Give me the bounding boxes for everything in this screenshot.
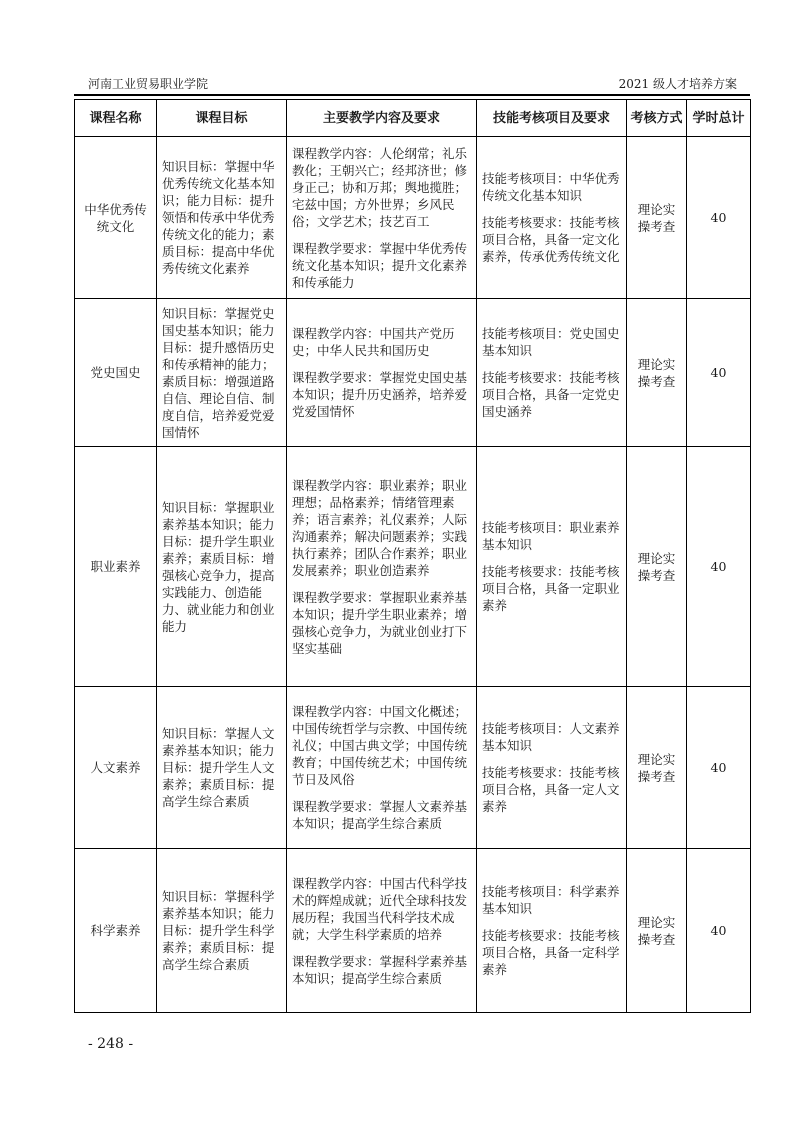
skill-item-text: 技能考核项目：党史国史基本知识 [482,326,620,358]
course-objective [157,137,287,299]
col-header-skill: 技能考核项目及要求 [477,100,627,137]
course-skill [477,299,627,447]
paragraph-gap [482,553,621,563]
table-row [75,137,751,299]
course-name-text: 职业素养 [90,559,141,574]
course-content [287,849,477,1013]
assessment-method [627,137,687,299]
skill-item-text: 技能考核项目：人文素养基本知识 [482,721,620,753]
paragraph-gap [292,579,471,589]
col-header-objective: 课程目标 [157,100,287,137]
table-row [75,447,751,687]
assessment-method-text: 理论实操考查 [637,914,676,947]
course-objective-text: 知识目标：掌握中华优秀传统文化基本知识；能力目标：提升领悟和传承中华优秀传统文化的能力；素质目标：提高中华优秀传统文化素养 [162,159,275,276]
total-hours: 40 [687,299,751,447]
skill-requirement-text: 技能考核要求：技能考核项目合格，具备一定人文素养 [482,765,620,814]
course-name-text: 党史国史 [90,365,141,380]
total-hours: 40 [687,849,751,1013]
requirement-text: 课程教学要求：掌握职业素养基本知识；提升学生职业素养；增强核心竞争力，为就业创业打下坚实基础 [292,589,468,656]
col-header-method: 考核方式 [627,100,687,137]
paragraph-gap [292,788,471,798]
course-objective-text: 知识目标：掌握人文素养基本知识；能力目标：提升学生人文素养；素质目标：提高学生综合素质 [162,726,275,809]
paragraph-gap [292,230,471,240]
requirement-text: 课程教学要求：掌握科学素养基本知识；提高学生综合素质 [292,953,468,986]
course-name-text: 人文素养 [90,760,141,775]
table-header-row [75,100,751,137]
total-hours: 40 [687,687,751,849]
requirement-text: 课程教学要求：掌握党史国史基本知识；提升历史涵养，培养爱党爱国情怀 [292,370,468,419]
col-header-content: 主要教学内容及要求 [287,100,477,137]
course-content [287,299,477,447]
course-objective [157,447,287,687]
header-school-name: 河南工业贸易职业学院 [88,77,209,91]
content-text: 课程教学内容：职业素养；职业理想；品格素养；情绪管理素养；语言素养；礼仪素养；人际沟通素养；解决问题素养；实践执行素养；团队合作素养；职业发展素养；职业创造素养 [292,477,468,578]
course-objective-text: 知识目标：掌握职业素养基本知识；能力目标：提升学生职业素养；素质目标：增强核心竞争力，提高实践能力、创造能力、就业能力和创业能力 [162,499,275,634]
requirement-text: 课程教学要求：掌握人文素养基本知识；提高学生综合素质 [292,799,468,831]
course-name [75,137,157,299]
course-content [287,447,477,687]
col-header-course-name: 课程名称 [75,100,157,137]
table-row [75,849,751,1013]
course-name-text: 科学素养 [90,923,141,938]
assessment-method-text: 理论实操考查 [637,751,676,784]
assessment-method [627,299,687,447]
table-row [75,687,751,849]
paragraph-gap [292,943,471,953]
course-content [287,687,477,849]
skill-item-text: 技能考核项目：科学素养基本知识 [482,884,620,916]
content-text: 课程教学内容：人伦纲常；礼乐教化；王朝兴亡；经邦济世；修身正己；协和万邦；舆地揽胜；宅兹中国；方外世界；乡风民俗；文学艺术；技艺百工 [292,145,468,229]
course-objective [157,687,287,849]
requirement-text: 课程教学要求：掌握中华优秀传统文化基本知识；提升文化素养和传承能力 [292,240,468,290]
skill-requirement-text: 技能考核要求：技能考核项目合格，具备一定党史国史涵养 [482,370,620,419]
course-skill [477,849,627,1013]
course-objective-text: 知识目标：掌握党史国史基本知识；能力目标：提升感悟历史和传承精神的能力；素质目标：增强道路自信、理论自信、制度自信，培养爱党爱国情怀 [162,305,275,440]
assessment-method-text: 理论实操考查 [637,550,676,583]
assessment-method [627,849,687,1013]
assessment-method [627,687,687,849]
skill-item-text: 技能考核项目：职业素养基本知识 [482,520,620,552]
course-table [74,99,751,1013]
header-rule [74,94,750,96]
paragraph-gap [482,754,621,764]
course-skill [477,687,627,849]
assessment-method [627,447,687,687]
course-skill [477,137,627,299]
course-content [287,137,477,299]
page-number: - 248 - [88,1036,134,1052]
course-objective-text: 知识目标：掌握科学素养基本知识；能力目标：提升学生科学素养；素质目标：提高学生综合素质 [162,889,275,972]
table-row [75,299,751,447]
course-name [75,687,157,849]
content-text: 课程教学内容：中国共产党历史；中华人民共和国历史 [292,326,455,358]
paragraph-gap [292,359,471,369]
assessment-method-text: 理论实操考查 [637,201,676,234]
course-name [75,447,157,687]
paragraph-gap [482,917,621,927]
col-header-hours: 学时总计 [687,100,751,137]
course-name [75,299,157,447]
skill-item-text: 技能考核项目：中华优秀传统文化基本知识 [482,171,620,203]
paragraph-gap [482,359,621,369]
course-skill [477,447,627,687]
content-text: 课程教学内容：中国文化概述；中国传统哲学与宗教、中国传统礼仪；中国古典文学；中国传统教育；中国传统艺术；中国传统节日及风俗 [292,704,468,787]
skill-requirement-text: 技能考核要求：技能考核项目合格，具备一定文化素养，传承优秀传统文化 [482,215,620,264]
page-header [88,76,737,92]
skill-requirement-text: 技能考核要求：技能考核项目合格，具备一定科学素养 [482,928,620,977]
header-doc-title: 2021 级人才培养方案 [618,77,737,91]
course-name-text: 中华优秀传统文化 [84,201,147,234]
assessment-method-text: 理论实操考查 [637,356,676,389]
course-objective [157,299,287,447]
content-text: 课程教学内容：中国古代科学技术的辉煌成就；近代全球科技发展历程；我国当代科学技术成就；大学生科学素质的培养 [292,875,468,942]
course-objective [157,849,287,1013]
total-hours: 40 [687,137,751,299]
skill-requirement-text: 技能考核要求：技能考核项目合格，具备一定职业素养 [482,564,620,613]
course-name [75,849,157,1013]
total-hours: 40 [687,447,751,687]
paragraph-gap [482,204,621,214]
